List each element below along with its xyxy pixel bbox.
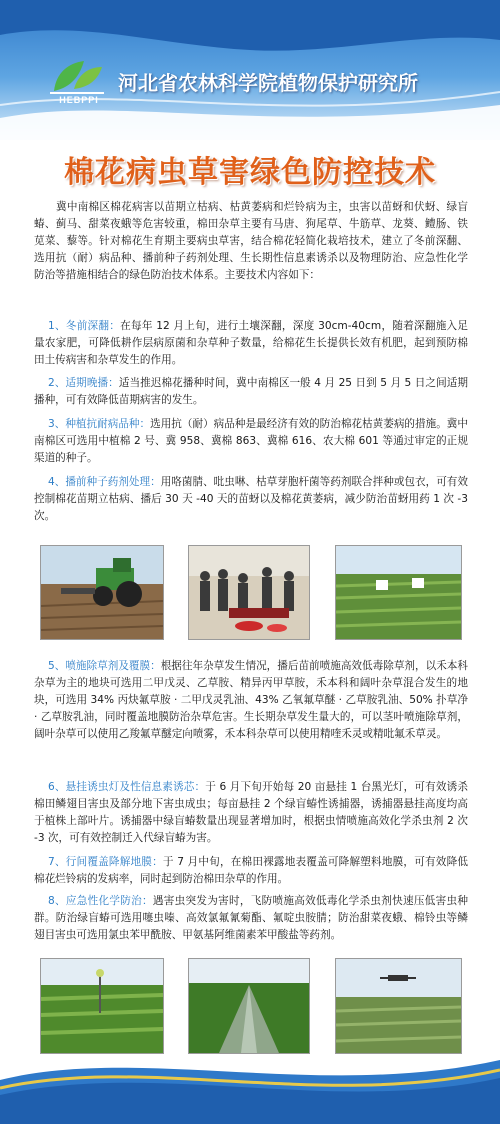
measure-label: 6、悬挂诱虫灯及性信息素诱芯： [48, 781, 206, 793]
measure-7 [34, 854, 468, 888]
measure-label: 4、播前种子药剂处理： [48, 476, 161, 488]
intro-text: 冀中南棉区棉花病害以苗期立枯病、枯黄萎病和烂铃病为主，虫害以苗蚜和伏蚜、绿盲蝽、蓟马、甜菜夜蛾等危害较重，棉田杂草主要有马唐、狗尾草、牛筋草、龙葵、鳢肠、铁苋菜、藜等。针对棉花生育期主要病虫草害，结合棉花轻简化栽培技术，建立了冬前深翻、选用抗（耐）病品种、播前种子药剂处理、生长期性信息素诱杀以及物理防治、应急性化学防治等措施相结合的绿色防治技术体系。主要技术内容如下： [34, 201, 468, 281]
measure-6 [34, 779, 468, 847]
measure-1 [34, 318, 468, 369]
institute-name: 河北省农林科学院植物保护研究所 [118, 71, 418, 95]
intro-paragraph [34, 199, 468, 284]
footer-wave-decoration [0, 1040, 500, 1124]
measure-text: 用咯菌腈、吡虫啉、枯草芽胞杆菌等药剂联合拌种或包衣，可有效控制棉花苗期立枯病、播后 30 天 -40 天的苗蚜以及棉花黄萎病，减少防治苗蚜用药 1 次 -3 次。 [34, 476, 468, 522]
measure-text: 在每年 12 月上旬，进行土壤深翻，深度 30cm-40cm，随着深翻施入足量农家肥，可降低耕作层病原菌和杂草种子数量，给棉花生长提供长效有机肥，起到预防棉田土传病害和杂草发生的作用。 [34, 320, 468, 366]
measure-3 [34, 416, 468, 467]
measure-text: 根据往年杂草发生情况，播后苗前喷施高效低毒除草剂，以禾本科杂草为主的地块可选用二甲戊灵、乙草胺、精异丙甲草胺，禾本科和阔叶杂草混合发生的地块，可选用 34% 丙炔氟草胺 · 二甲戊灵乳油、43% 乙氧氟草醚 · 乙草胺乳油、50% 扑草净 · 乙草胺乳油，同时覆盖地膜防治杂草危害。生长期杂草发生量大的，可以茎叶喷施除草剂，阔叶杂草可以使用乙羧氟草醚定向喷雾，禾本科杂草可以使用精喹禾灵或精吡氟禾草灵。 [34, 660, 468, 740]
logo-abbreviation: HEBPPI [59, 95, 99, 105]
measure-label: 1、冬前深翻： [48, 320, 121, 332]
measure-label: 2、适期晚播： [48, 377, 119, 389]
measure-text: 选用抗（耐）病品种是最经济有效的防治棉花枯黄萎病的措施。冀中南棉区可选用中植棉 2 号、冀 958、冀棉 863、冀棉 616、农大棉 601 等通过审定的正规渠道的种子。 [34, 418, 468, 464]
measure-label: 7、行间覆盖降解地膜： [48, 856, 163, 868]
measure-2 [34, 375, 468, 409]
measure-label: 8、应急性化学防治： [48, 895, 153, 907]
measure-8 [34, 893, 468, 944]
photo-cotton-seedling-field [335, 545, 462, 640]
photo-tractor-plowing [40, 545, 164, 640]
measure-text: 适当推迟棉花播种时间，冀中南棉区一般 4 月 25 日到 5 月 5 日之间适期播种，可有效降低苗期病害的发生。 [34, 377, 468, 406]
measure-label: 5、喷施除草剂及覆膜： [48, 660, 161, 672]
measure-label: 3、种植抗耐病品种： [48, 418, 151, 430]
page-title: 棉花病虫草害绿色防控技术 [64, 155, 436, 190]
photo-seed-treatment-demo [188, 545, 310, 640]
measure-5 [34, 658, 468, 743]
measure-text: 遇害虫突发为害时，飞防喷施高效低毒化学杀虫剂快速压低害虫种群。防治绿盲蝽可选用噻虫嗪、高效氯氟氰菊酯、氟啶虫胺腈；防治甜菜夜蛾、棉铃虫等鳞翅目害虫可选用氯虫苯甲酰胺、甲氨基阿维菌素苯甲酸盐等药剂。 [34, 895, 468, 941]
measure-text: 于 6 月下旬开始每 20 亩悬挂 1 台黑光灯，可有效诱杀棉田鳞翅目害虫及部分地下害虫成虫；每亩悬挂 2 个绿盲蝽性诱捕器，诱捕器悬挂高度均高于植株上部叶片。诱捕器中绿盲蝽数量出现显著增加时，根据虫情喷施高效化学杀虫剂 2 次 -3 次，可有效控制迁入代绿盲蝽为害。 [34, 781, 468, 844]
measure-text: 于 7 月中旬，在棉田裸露地表覆盖可降解塑料地膜，可有效降低棉花烂铃病的发病率，同时起到防治棉田杂草的作用。 [34, 856, 468, 885]
measure-4 [34, 474, 468, 525]
